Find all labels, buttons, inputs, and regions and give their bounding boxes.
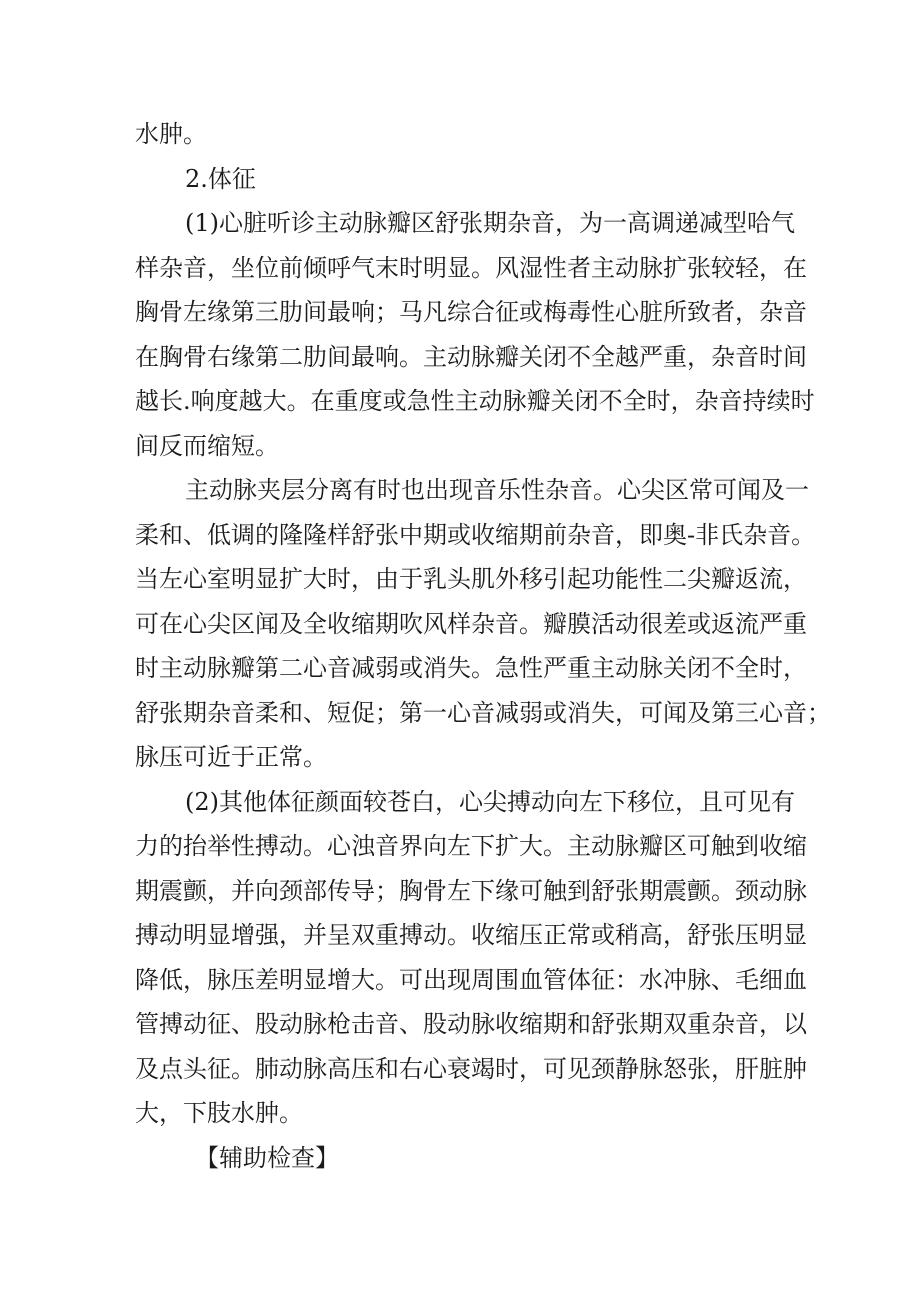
- text-line: 搏动明显增强，并呈双重搏动。收缩压正常或稍高，舒张压明显: [135, 921, 807, 949]
- text-line: 力的抬举性搏动。心浊音界向左下扩大。主动脉瓣区可触到收缩: [135, 832, 807, 860]
- text-line: 时主动脉瓣第二心音减弱或消失。急性严重主动脉关闭不全时，: [135, 654, 807, 682]
- section-heading-signs: 2.体征: [185, 164, 256, 193]
- text-line: 样杂音，坐位前倾呼气末时明显。风湿性者主动脉扩张较轻，在: [135, 253, 807, 282]
- document-body: [135, 112, 831, 1180]
- text-line: 柔和、低调的隆隆样舒张中期或收缩期前杂音，即奥-非氏杂音。: [135, 520, 816, 549]
- text-line: 降低，脉压差明显增大。可出现周围血管体征：水冲脉、毛细血: [135, 965, 807, 994]
- text-line: 当左心室明显扩大时，由于乳头肌外移引起功能性二尖瓣返流，: [135, 565, 807, 593]
- text-line: 期震颤，并向颈部传导；胸骨左下缘可触到舒张期震颤。颈动脉: [135, 876, 807, 905]
- text-line: (1)心脏听诊主动脉瓣区舒张期杂音，为一高调递减型哈气: [185, 209, 795, 237]
- text-line: 舒张期杂音柔和、短促；第一心音减弱或消失，可闻及第三心音；: [135, 698, 831, 727]
- text-line: 可在心尖区闻及全收缩期吹风样杂音。瓣膜活动很差或返流严重: [135, 609, 807, 638]
- text-line: 越长.响度越大。在重度或急性主动脉瓣关闭不全时，杂音持续时: [135, 387, 815, 415]
- text-line: 及点头征。肺动脉高压和右心衰竭时，可见颈静脉怒张，肝脏肿: [135, 1054, 807, 1083]
- text-line: 在胸骨右缘第二肋间最响。主动脉瓣关闭不全越严重，杂音时间: [135, 342, 807, 371]
- text-line: 主动脉夹层分离有时也出现音乐性杂音。心尖区常可闻及一: [185, 476, 809, 504]
- text-line: 管搏动征、股动脉枪击音、股动脉收缩期和舒张期双重杂音，以: [135, 1010, 807, 1038]
- text-line: 间反而缩短。: [135, 431, 279, 460]
- text-line: (2)其他体征颜面较苍白，心尖搏动向左下移位，且可见有: [185, 787, 795, 816]
- text-line: 水肿。: [135, 120, 207, 148]
- text-line: 脉压可近于正常。: [135, 743, 327, 771]
- text-line: 大，下肢水肿。: [135, 1099, 303, 1127]
- section-heading-auxiliary-exams: 【辅助检查】: [195, 1143, 339, 1172]
- text-line: 胸骨左缘第三肋间最响；马凡综合征或梅毒性心脏所致者，杂音: [135, 298, 807, 326]
